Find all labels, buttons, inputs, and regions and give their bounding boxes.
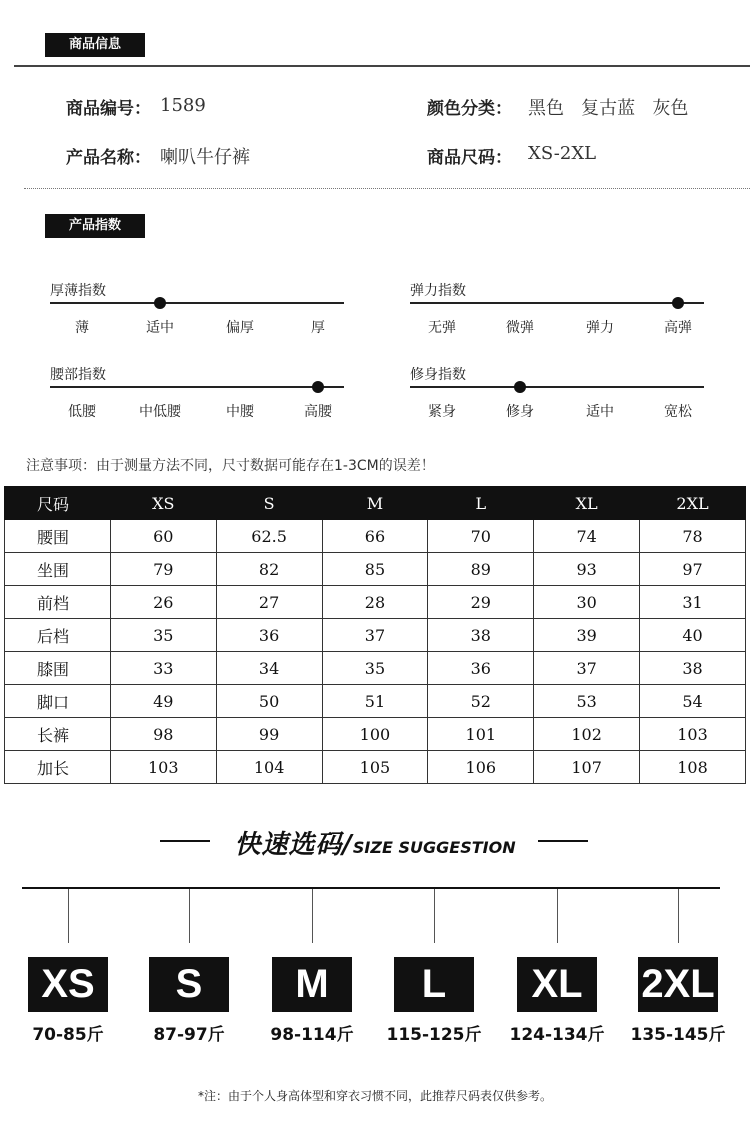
value-cell: 34 (216, 652, 322, 685)
index-option: 弹力 (586, 320, 614, 336)
product-name-value: 喇叭牛仔裤 (160, 147, 250, 168)
weight-range: 135-145斤 (630, 1025, 726, 1045)
value-cell: 97 (640, 553, 746, 586)
value-cell: 101 (428, 718, 534, 751)
index-marker-dot (514, 381, 526, 393)
value-cell: 35 (322, 652, 428, 685)
suggestion-tick (312, 889, 313, 943)
value-cell: 82 (216, 553, 322, 586)
index-option: 中腰 (226, 404, 254, 420)
value-cell: 38 (428, 619, 534, 652)
value-cell: 39 (534, 619, 640, 652)
suggestion-tick (68, 889, 69, 943)
index-marker-dot (672, 297, 684, 309)
value-cell: 62.5 (216, 520, 322, 553)
value-cell: 107 (534, 751, 640, 784)
size-table-header (5, 487, 746, 520)
suggestion-tick (189, 889, 190, 943)
size-suggestion-title (0, 824, 750, 861)
value-cell: 33 (110, 652, 216, 685)
table-row (5, 652, 746, 685)
value-cell: 93 (534, 553, 640, 586)
measurement-note: 注意事项：由于测量方法不同，尺寸数据可能存在1-3CM的误差！ (26, 458, 435, 474)
header-cell: XL (534, 487, 640, 520)
table-row (5, 520, 746, 553)
value-cell: 54 (640, 685, 746, 718)
table-row (5, 553, 746, 586)
table-row (5, 586, 746, 619)
product-info-tag: 商品信息 (45, 33, 145, 57)
value-cell: 74 (534, 520, 640, 553)
value-cell: 53 (534, 685, 640, 718)
index-title: 腰部指数 (50, 367, 106, 383)
value-cell: 104 (216, 751, 322, 784)
index-option: 紧身 (428, 404, 456, 420)
value-cell: 102 (534, 718, 640, 751)
row-label-cell: 前档 (5, 586, 111, 619)
value-cell: 27 (216, 586, 322, 619)
value-cell: 36 (216, 619, 322, 652)
index-option: 修身 (506, 404, 534, 420)
value-cell: 105 (322, 751, 428, 784)
index-title: 修身指数 (410, 367, 466, 383)
suggestion-tick (678, 889, 679, 943)
weight-range: 70-85斤 (32, 1025, 104, 1045)
suggestion-baseline (22, 887, 720, 889)
header-cell: L (428, 487, 534, 520)
index-title: 厚薄指数 (50, 283, 106, 299)
value-cell: 38 (640, 652, 746, 685)
size-label-box: XL (517, 957, 597, 1012)
index-option: 高弹 (664, 320, 692, 336)
row-label-cell: 膝围 (5, 652, 111, 685)
index-option: 宽松 (664, 404, 692, 420)
header-cell: M (322, 487, 428, 520)
value-cell: 100 (322, 718, 428, 751)
header-cell: 2XL (640, 487, 746, 520)
value-cell: 78 (640, 520, 746, 553)
dotted-divider (24, 188, 750, 189)
value-cell: 26 (110, 586, 216, 619)
index-title: 弹力指数 (410, 283, 466, 299)
value-cell: 29 (428, 586, 534, 619)
index-track (50, 386, 344, 388)
index-track (410, 386, 704, 388)
row-label-cell: 后档 (5, 619, 111, 652)
index-marker-dot (312, 381, 324, 393)
header-cell: XS (110, 487, 216, 520)
value-cell: 85 (322, 553, 428, 586)
size-suggestion-title-en: SIZE SUGGESTION (352, 838, 516, 857)
index-track (410, 302, 704, 304)
value-cell: 99 (216, 718, 322, 751)
row-label-cell: 脚口 (5, 685, 111, 718)
index-option: 薄 (75, 320, 89, 336)
value-cell: 79 (110, 553, 216, 586)
table-row (5, 751, 746, 784)
suggestion-footnote: *注：由于个人身高体型和穿衣习惯不同，此推荐尺码表仅供参考。 (197, 1089, 552, 1103)
size-label-box: S (149, 957, 229, 1012)
header-cell: 尺码 (5, 487, 111, 520)
product-info-divider (14, 65, 750, 67)
size-suggestion-title-cn: 快速选码/ (234, 830, 353, 860)
value-cell: 35 (110, 619, 216, 652)
weight-range: 124-134斤 (509, 1025, 605, 1045)
value-cell: 51 (322, 685, 428, 718)
header-cell: S (216, 487, 322, 520)
size-label-box: M (272, 957, 352, 1012)
table-row (5, 718, 746, 751)
product-code-value: 1589 (160, 95, 206, 116)
value-cell: 49 (110, 685, 216, 718)
index-option: 适中 (146, 320, 174, 336)
index-option: 偏厚 (226, 320, 254, 336)
row-label-cell: 坐围 (5, 553, 111, 586)
row-label-cell: 加长 (5, 751, 111, 784)
index-option: 无弹 (428, 320, 456, 336)
index-option: 高腰 (304, 404, 332, 420)
value-cell: 31 (640, 586, 746, 619)
index-track (50, 302, 344, 304)
product-code-label: 商品编号： (66, 99, 151, 119)
index-option: 适中 (586, 404, 614, 420)
value-cell: 52 (428, 685, 534, 718)
value-cell: 108 (640, 751, 746, 784)
value-cell: 66 (322, 520, 428, 553)
value-cell: 36 (428, 652, 534, 685)
value-cell: 70 (428, 520, 534, 553)
size-label-box: 2XL (638, 957, 718, 1012)
value-cell: 98 (110, 718, 216, 751)
suggestion-tick (557, 889, 558, 943)
value-cell: 40 (640, 619, 746, 652)
value-cell: 89 (428, 553, 534, 586)
row-label-cell: 长裤 (5, 718, 111, 751)
index-option: 低腰 (68, 404, 96, 420)
weight-range: 98-114斤 (270, 1025, 354, 1045)
table-row (5, 685, 746, 718)
product-name-label: 产品名称： (66, 148, 151, 168)
suggestion-tick (434, 889, 435, 943)
row-label-cell: 腰围 (5, 520, 111, 553)
product-index-tag: 产品指数 (45, 214, 145, 238)
value-cell: 50 (216, 685, 322, 718)
size-range-value: XS-2XL (528, 143, 597, 164)
value-cell: 28 (322, 586, 428, 619)
weight-range: 115-125斤 (386, 1025, 482, 1045)
index-marker-dot (154, 297, 166, 309)
index-option: 厚 (311, 320, 325, 336)
weight-range: 87-97斤 (153, 1025, 225, 1045)
value-cell: 103 (640, 718, 746, 751)
value-cell: 37 (534, 652, 640, 685)
color-value: 黑色 复古蓝 灰色 (528, 98, 689, 119)
size-label-box: XS (28, 957, 108, 1012)
size-label-box: L (394, 957, 474, 1012)
value-cell: 60 (110, 520, 216, 553)
value-cell: 37 (322, 619, 428, 652)
value-cell: 30 (534, 586, 640, 619)
index-option: 微弹 (506, 320, 534, 336)
table-row (5, 619, 746, 652)
index-option: 中低腰 (139, 404, 181, 420)
size-table (4, 486, 746, 784)
value-cell: 103 (110, 751, 216, 784)
color-label: 颜色分类： (427, 99, 512, 119)
size-range-label: 商品尺码： (427, 148, 512, 168)
value-cell: 106 (428, 751, 534, 784)
